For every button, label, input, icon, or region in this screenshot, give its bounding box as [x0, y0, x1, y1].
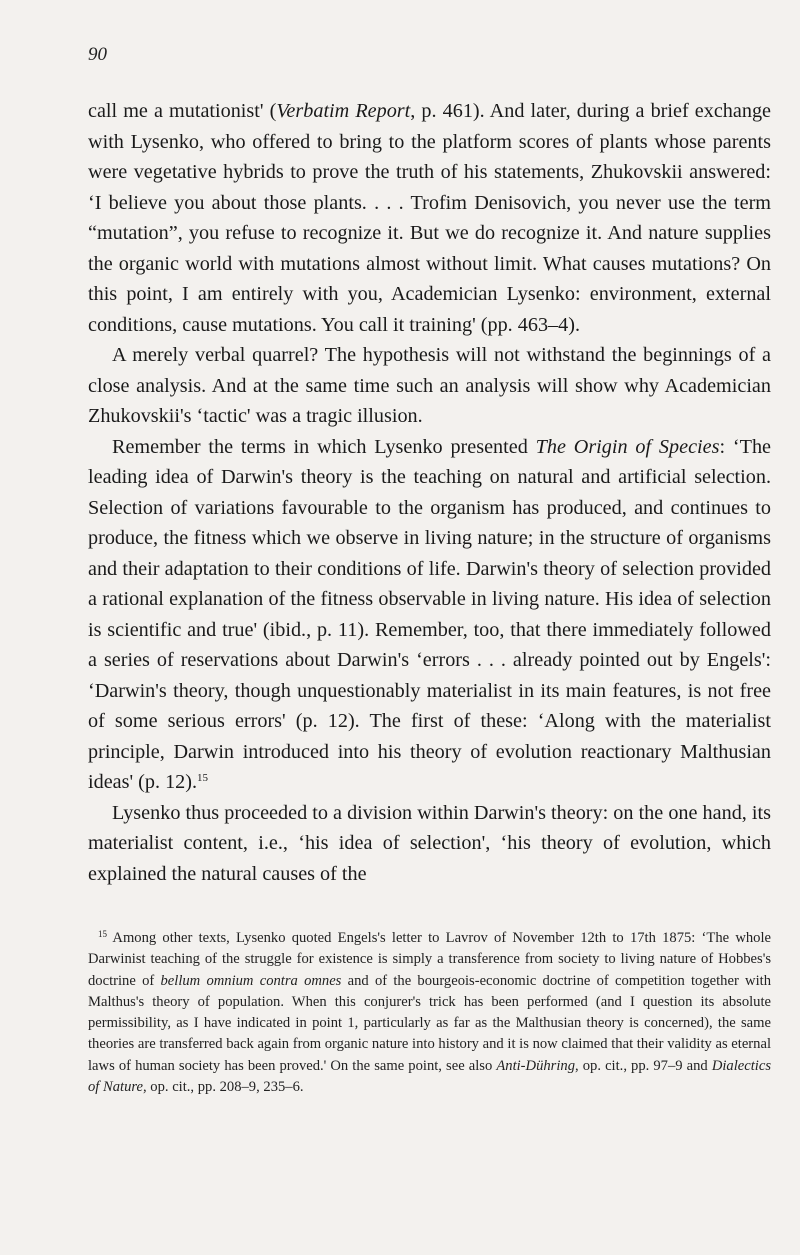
italic-title: The Origin of Species	[535, 435, 720, 458]
italic-title: Anti-Dühring	[496, 1057, 576, 1074]
italic-phrase: bellum omnium contra omnes	[160, 972, 342, 989]
footnote-15	[88, 928, 771, 1098]
text-run: A merely verbal quarrel? The hypothesis will not withstand the beginnings of a close analysis. And at the same time such an analysis will show why Academician Zhukovskii's ‘tactic' was a tragic illusion.	[88, 344, 771, 427]
footnote-marker: 15	[98, 929, 107, 939]
footnote	[88, 928, 771, 1098]
footnote-reference[interactable]: 15	[197, 772, 209, 784]
text-run: and of the bourgeois-economic doctrine of competition together with Malthus's theory of population. When this conjurer's trick has been performed (and I question its absolute permissibility, as I have indicated in point 1, particularly as far as the Malthusian theory is concerned), the same theories are transferred back again from organic nature into history and it is now claimed that their validity as eternal laws of human society has been proved.' On the same point, see also	[88, 972, 771, 1074]
text-run: : ‘The leading idea of Darwin's theory is the teaching on natural and artificial selection. Selection of variations favourable to the organism has produced, and continues to produce, the fitness which we observe in living nature; in the structure of organisms and their adaptation to their conditions of life. Darwin's theory of selection provided a rational explanation of the fitness observable in living nature. His idea of selection is scientific and true' (ibid., p. 11). Remember, too, that there immediately followed a series of reservations about Darwin's ‘errors . . . already pointed out by Engels': ‘Darwin's theory, though unquestionably materialist in its main features, is not free of some serious errors' (p. 12). The first of these: ‘Along with the materialist principle, Darwin introduced into his theory of evolution reactionary Malthusian ideas' (p. 12).	[88, 435, 772, 793]
paragraph-4	[88, 798, 771, 890]
italic-title: Dialectics of Nature	[88, 1057, 771, 1096]
text-run: Among other texts, Lysenko quoted Engels's letter to Lavrov of November 12th to 17th 1875: ‘The whole Darwinist teaching of the struggle for existence is simply a transference from society to living nature of Hobbes's doctrine of	[88, 930, 771, 989]
paragraph-2	[88, 340, 771, 432]
text-run: , op. cit., pp. 97–9 and	[575, 1057, 712, 1074]
text-run: Remember the terms in which Lysenko presented	[112, 435, 536, 458]
paragraph-3	[88, 432, 771, 798]
page-number: 90	[88, 44, 107, 65]
main-text	[88, 96, 771, 889]
paragraph-1	[88, 96, 771, 340]
text-run: , op. cit., pp. 208–9, 235–6.	[143, 1079, 304, 1096]
text-run: , p. 461). And later, during a brief exchange with Lysenko, who offered to bring to the platform scores of plants whose parents were vegetative hybrids to prove the truth of his statements, Zhukovskii answered: ‘I believe you about those plants. . . . Trofim Denisovich, you never use the term “mutation”, you refuse to recognize it. But we do recognize it. And nature supplies the organic world with mutations almost without limit. What causes mutations? On this point, I am entirely with you, Academician Lysenko: environment, external conditions, cause mutations. You call it training' (pp. 463–4).	[88, 100, 772, 336]
text-run: call me a mutationist' (	[88, 100, 277, 122]
italic-title: Verbatim Report	[276, 100, 411, 122]
text-run: Lysenko thus proceeded to a division within Darwin's theory: on the one hand, its materialist content, i.e., ‘his idea of selection', ‘his theory of evolution, which explained the natural causes of the	[88, 801, 771, 885]
